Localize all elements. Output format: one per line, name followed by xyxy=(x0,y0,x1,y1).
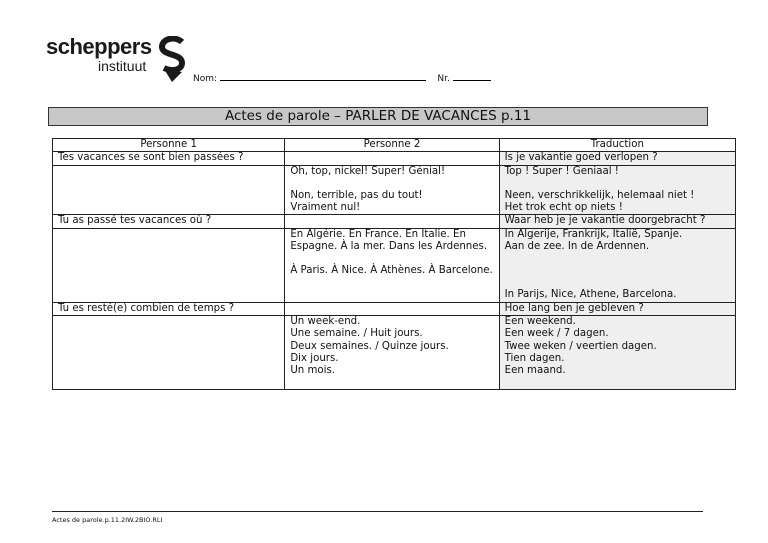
cell-line: Het trok echt op niets ! xyxy=(504,202,623,214)
logo-word-scheppers: scheppers xyxy=(46,34,152,59)
column-header: Personne 2 xyxy=(285,139,499,152)
footer-rule xyxy=(52,511,703,512)
question-cell xyxy=(53,152,285,165)
table-row xyxy=(53,302,736,315)
question-cell xyxy=(53,302,285,315)
cell-line: In Algerije, Frankrijk, Italië, Spanje. xyxy=(504,228,683,240)
translation-cell xyxy=(499,165,735,215)
cell-text: Tes vacances se sont bien passées ? xyxy=(58,152,244,164)
cell-line: Oh, top, nickel! Super! Génial! xyxy=(290,165,446,177)
cell-line: Non, terrible, pas du tout! xyxy=(290,189,423,201)
blank-line xyxy=(505,277,730,289)
answer-cell xyxy=(285,302,499,315)
nr-label: Nr. xyxy=(437,74,450,84)
nom-blank xyxy=(220,72,426,81)
translation-cell xyxy=(499,315,735,389)
question-cell xyxy=(53,165,285,215)
page-title: Actes de parole – PARLER DE VACANCES p.11 xyxy=(48,107,708,126)
cell-line: Een weekend. xyxy=(504,315,576,327)
logo-word-instituut: instituut xyxy=(98,58,147,74)
question-cell xyxy=(53,228,285,302)
cell-text: Tu es resté(e) combien de temps ? xyxy=(58,302,235,314)
blank-line xyxy=(505,178,730,190)
table-row xyxy=(53,165,736,215)
cell-line: Un mois. xyxy=(290,365,336,377)
translation-cell xyxy=(499,228,735,302)
translation-cell xyxy=(499,152,735,165)
table-row xyxy=(53,152,736,165)
question-cell xyxy=(53,315,285,389)
phrases-table xyxy=(52,138,736,390)
translation-cell xyxy=(499,302,735,315)
cell-line: Deux semaines. / Quinze jours. xyxy=(290,340,449,352)
answer-cell xyxy=(285,228,499,302)
answer-cell xyxy=(285,315,499,389)
cell-line: Twee weken / veertien dagen. xyxy=(504,340,657,352)
column-header: Personne 1 xyxy=(53,139,285,152)
cell-line: Neen, verschrikkelijk, helemaal niet ! xyxy=(504,189,695,201)
cell-line: Un week-end. xyxy=(290,315,361,327)
table-row xyxy=(53,315,736,389)
answer-cell xyxy=(285,165,499,215)
cell-line: En Algérie. En France. En Italie. En Espagne. À la mer. Dans les Ardennes. xyxy=(290,228,488,253)
answer-cell xyxy=(285,152,499,165)
question-cell xyxy=(53,215,285,228)
blank-line xyxy=(290,178,493,190)
cell-line: Aan de zee. In de Ardennen. xyxy=(504,241,650,253)
cell-line: Vraiment nul! xyxy=(290,202,361,214)
answer-cell xyxy=(285,215,499,228)
table-row xyxy=(53,215,736,228)
footer-text: Actes de parole.p.11.2IW.2BIO.RLI xyxy=(52,516,163,524)
cell-text: Tu as passé tes vacances où ? xyxy=(58,215,212,227)
cell-line: Dix jours. xyxy=(290,352,339,364)
cell-line: Hoe lang ben je gebleven ? xyxy=(504,302,644,314)
blank-line xyxy=(505,265,730,277)
cell-line: Une semaine. / Huit jours. xyxy=(290,328,423,340)
translation-cell xyxy=(499,215,735,228)
name-number-line xyxy=(193,72,491,84)
school-logo xyxy=(46,34,191,86)
cell-line: In Parijs, Nice, Athene, Barcelona. xyxy=(504,289,677,301)
cell-line: Top ! Super ! Geniaal ! xyxy=(504,165,619,177)
logo-s-emblem-icon xyxy=(158,36,186,82)
cell-line: Een maand. xyxy=(504,365,566,377)
nr-blank xyxy=(453,72,491,81)
table-row xyxy=(53,228,736,302)
blank-line xyxy=(290,253,493,265)
cell-line: Is je vakantie goed verlopen ? xyxy=(504,152,658,164)
blank-line xyxy=(505,253,730,265)
cell-line: Tien dagen. xyxy=(504,352,565,364)
blank-line xyxy=(290,377,493,389)
column-header: Traduction xyxy=(499,139,735,152)
nom-label: Nom: xyxy=(193,74,218,84)
cell-line: Waar heb je je vakantie doorgebracht ? xyxy=(504,215,706,227)
cell-line: Een week / 7 dagen. xyxy=(504,328,609,340)
table-header-row xyxy=(53,139,736,152)
cell-line: À Paris. À Nice. À Athènes. À Barcelone. xyxy=(290,265,493,277)
